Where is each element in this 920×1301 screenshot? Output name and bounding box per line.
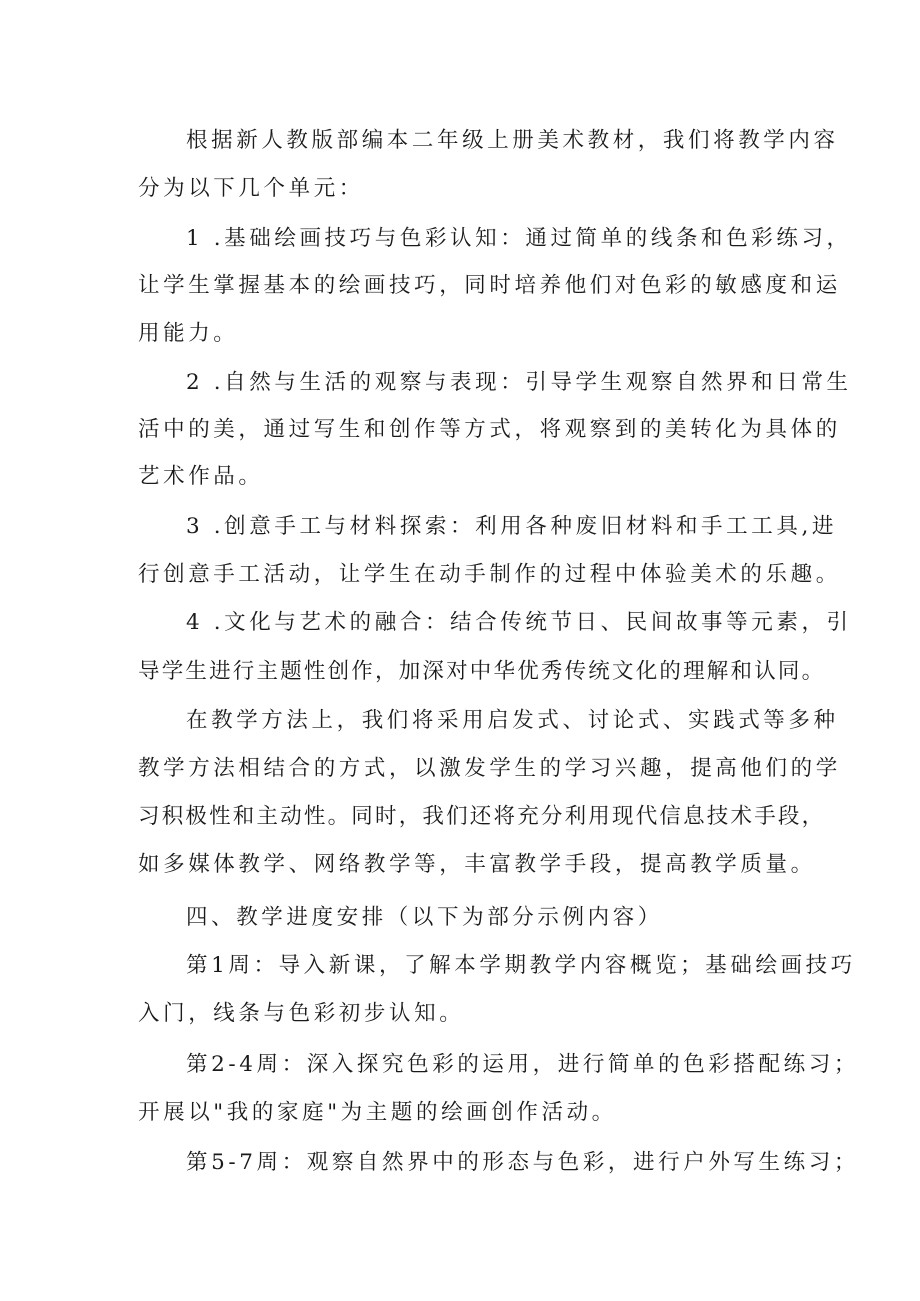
paragraph-intro-line-2: 分为以下几个单元： [138, 176, 364, 201]
methods-line-1: 在教学方法上，我们将采用启发式、讨论式、实践式等多种 [186, 708, 839, 733]
unit-1-line-1: 1 .基础绘画技巧与色彩认知：通过简单的线条和色彩练习， [186, 226, 852, 251]
unit-2-line-1: 2 .自然与生活的观察与表现：引导学生观察自然界和日常生 [186, 370, 852, 395]
unit-3-line-1: 3 .创意手工与材料探索：利用各种废旧材料和手工工具,进 [186, 514, 837, 539]
week-1-line-2: 入门，线条与色彩初步认知。 [138, 1001, 465, 1026]
paragraph-intro-line-1: 根据新人教版部编本二年级上册美术教材，我们将教学内容 [186, 128, 839, 153]
methods-line-3: 习积极性和主动性。同时，我们还将充分利用现代信息技术手段， [138, 804, 826, 829]
unit-1-line-2: 让学生掌握基本的绘画技巧，同时培养他们对色彩的敏感度和运 [138, 273, 841, 298]
unit-3-line-2: 行创意手工活动，让学生在动手制作的过程中体验美术的乐趣。 [138, 562, 841, 587]
week-2-4-line-2: 开展以"我的家庭"为主题的绘画创作活动。 [138, 1100, 617, 1125]
unit-4-line-2: 导学生进行主题性创作，加深对中华优秀传统文化的理解和认同。 [138, 659, 826, 684]
methods-line-2: 教学方法相结合的方式，以激发学生的学习兴趣，提高他们的学 [138, 756, 841, 781]
unit-1-line-3: 用能力。 [138, 321, 239, 346]
section-heading-schedule: 四、教学进度安排（以下为部分示例内容） [186, 905, 663, 930]
week-5-7-line-1: 第5-7周：观察自然界中的形态与色彩，进行户外写生练习； [186, 1150, 859, 1175]
unit-2-line-3: 艺术作品。 [138, 464, 264, 489]
unit-4-line-1: 4 .文化与艺术的融合：结合传统节日、民间故事等元素，引 [186, 610, 852, 635]
methods-line-4: 如多媒体教学、网络教学等，丰富教学手段，提高教学质量。 [138, 852, 816, 877]
unit-2-line-2: 活中的美，通过写生和创作等方式，将观察到的美转化为具体的 [138, 417, 841, 442]
week-2-4-line-1: 第2-4周：深入探究色彩的运用，进行简单的色彩搭配练习； [186, 1052, 859, 1077]
week-1-line-1: 第1周：导入新课，了解本学期教学内容概览；基础绘画技巧 [186, 953, 856, 978]
